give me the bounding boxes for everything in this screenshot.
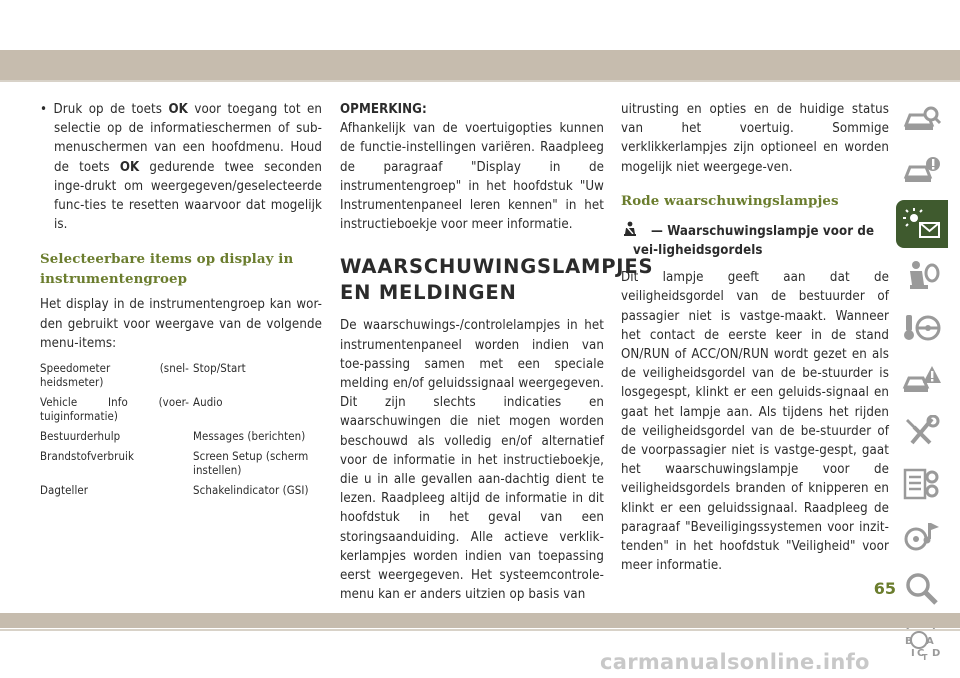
seatbelt-subheading-text: — Waarschuwingslampje voor de vei-ligheidsgordels	[633, 223, 875, 259]
item-left: Speedometer (snel-heidsmeter)	[40, 361, 189, 390]
table-row	[40, 483, 322, 503]
seatbelt-warning-icon	[633, 221, 651, 237]
item-right: Schakelindicator (GSI)	[193, 483, 309, 498]
item-left: Bestuurderhulp	[40, 429, 121, 444]
airbag-seat-icon	[902, 259, 942, 293]
item-right: Messages (berichten)	[193, 429, 306, 444]
section-heading-selectable-items: Selecteerbare items op display in instrumentengroep	[40, 251, 294, 288]
tools-icon	[902, 415, 942, 449]
tab-tools[interactable]	[896, 408, 948, 456]
menu-items-table	[40, 361, 322, 503]
bottom-band	[0, 613, 960, 628]
tab-multimedia[interactable]	[896, 512, 948, 560]
item-right: Audio	[193, 395, 223, 410]
alpha-letter: B	[905, 636, 913, 647]
item-left: Vehicle Info (voer-tuiginformatie)	[40, 395, 189, 424]
tab-key-steering[interactable]	[896, 304, 948, 352]
tab-car-search[interactable]	[896, 96, 948, 144]
tab-specifications[interactable]	[896, 460, 948, 508]
warning-light-message-icon	[902, 207, 942, 241]
car-hazard-icon	[902, 363, 942, 397]
tab-car-hazard[interactable]	[896, 356, 948, 404]
bullet-text-a: • Druk op de toets	[40, 102, 169, 117]
specifications-list-icon	[902, 467, 942, 501]
seatbelt-body: Dit lampje geeft aan dat de veiligheidsgordel van de bestuurder of passagier niet is vastge-maakt. Wanneer het contact de eerste keer in de stand ON/RUN of ACC/ON/RUN wordt gezet en als de veiligheidsgordel van de be-stuurder is losgegespt, klinkt er een geluids-signaal en gaat het lampje aan. Als tijdens het rijden de veiligheidsgordel van de be-stuurder of de voorpassagier niet is vastge-gespt, gaat het waarschuwingslampje voor de veiligheidsgordels branden of knipperen en klinkt er een geluidssignaal. Raadpleeg de paragraaf "Beveiligingssystemen voor inzit-tenden" in het hoofdstuk "Veiligheid" voor meer informatie.	[621, 270, 889, 574]
chapter-tabs	[896, 96, 960, 668]
top-band	[0, 0, 960, 80]
table-row	[40, 449, 322, 483]
intro-paragraph: Het display in de instrumentengroep kan wor-den gebruikt voor weergave van de volgende menu-items:	[40, 297, 322, 351]
top-stripe	[0, 50, 960, 80]
car-search-icon	[902, 103, 942, 137]
alpha-letter: A	[926, 636, 934, 647]
item-left: Brandstofverbruik	[40, 449, 135, 464]
bullet-ok-button	[40, 100, 322, 234]
column-right	[621, 100, 889, 575]
tab-warning-lights[interactable]	[896, 200, 948, 248]
item-right: Stop/Start	[193, 361, 246, 376]
top-divider	[0, 80, 960, 82]
car-info-icon	[902, 155, 942, 189]
warning-lights-heading: WAARSCHUWINGSLAMPJES EN MELDINGEN	[340, 255, 654, 305]
ok-key-label-2: OK	[119, 159, 140, 175]
tab-search[interactable]	[896, 564, 948, 612]
warning-lights-body: De waarschuwings-/controlelampjes in het instrumentenpaneel worden indien van toe-passing samen met een speciale melding en/of geluidssignaal weergegeven. Dit zijn slechts indicaties en waarschuwingen die niet mogen worden beschouwd als volledig en/of alternatief voor de informatie in het instructieboekje, die u in alle gevallen aan-dachtig dient te lezen. Raadpleeg altijd de informatie in dit hoofdstuk in het geval van een storingsaanduiding. Alle actieve verklik-kerlampjes worden indien van toepassing eerst weergegeven. Het systeemcontrole-menu kan er anders uitzien op basis van	[340, 318, 604, 603]
note-label: OPMERKING:	[340, 102, 427, 117]
tab-airbag-seat[interactable]	[896, 252, 948, 300]
note-text: Afhankelijk van de voertuigopties kunnen de functie-instellingen variëren. Raadpleeg de paragraaf "Display in de instrumentengroep" in het hoofdstuk "Uw Instrumentenpaneel leren kennen" in het instructieboekje voor meer informatie.	[340, 121, 604, 233]
page-number: 65	[873, 579, 896, 598]
bottom-divider	[0, 629, 960, 631]
table-row	[40, 361, 322, 395]
bullet-text-c: gedurende twee seconden inge-drukt om weergegeven/geselecteerde func-ties te resetten waarvoor dat mogelijk is.	[54, 159, 323, 233]
multimedia-icon	[902, 519, 942, 553]
red-warning-lights-heading: Rode waarschuwingslampjes	[621, 192, 839, 209]
tab-car-info[interactable]	[896, 148, 948, 196]
ok-key-label: OK	[168, 102, 188, 117]
item-right: Screen Setup (scherm instellen)	[193, 449, 309, 478]
alpha-letter: C	[917, 648, 925, 659]
continued-text: uitrusting en opties en de huidige status van het voertuig. Sommige verklikkerlampjes zijn optioneel en worden mogelijk niet weergege-ven.	[621, 102, 889, 175]
table-row	[40, 395, 322, 429]
watermark: carmanualsonline.info	[600, 650, 870, 674]
column-left	[40, 100, 322, 503]
alpha-letter: D	[932, 648, 941, 659]
column-middle	[340, 100, 654, 604]
search-index-icon	[902, 571, 942, 605]
seatbelt-subheading	[621, 221, 889, 260]
bullet-text-b: voor toegang tot en selectie op de informatieschermen of sub-menuschermen van een hoofdmenu. Houd de toets	[54, 102, 322, 175]
item-left: Dagteller	[40, 483, 89, 498]
table-row	[40, 429, 322, 449]
alpha-letter: I	[911, 648, 915, 659]
alpha-letter: T	[922, 653, 928, 660]
key-steering-wheel-icon	[902, 311, 942, 345]
